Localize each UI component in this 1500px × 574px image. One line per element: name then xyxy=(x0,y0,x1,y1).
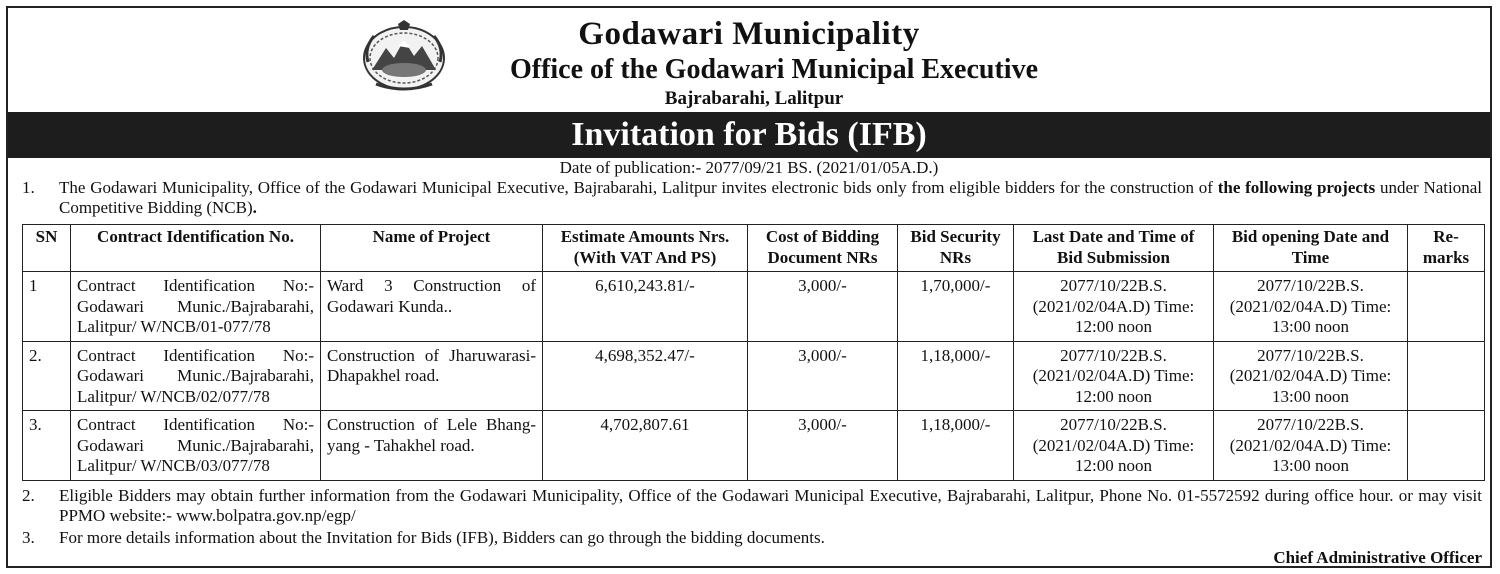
header-last-date: Last Date and Time of Bid Submission xyxy=(1014,225,1214,272)
bold-phrase: the following projects xyxy=(1217,178,1376,197)
cell-security: 1,18,000/- xyxy=(898,341,1014,411)
cell-project: Ward 3 Construction of Godawari Kunda.. xyxy=(321,272,543,342)
cell-opening: 2077/10/22B.S. (2021/02/04A.D) Time: 13:00 noon xyxy=(1214,272,1408,342)
header-security: Bid Security NRs xyxy=(898,225,1014,272)
paragraph-3 xyxy=(22,528,1482,548)
ifb-notice xyxy=(6,6,1492,568)
paragraph-2 xyxy=(22,486,1482,525)
cell-contract: Contract Identification No:- Godawari Munic./Bajrabarahi, Lalitpur/ W/NCB/03/077/78 xyxy=(71,411,321,481)
cell-sn: 3. xyxy=(23,411,71,481)
cell-project: Construction of Lele Bhang-yang - Tahakhel road. xyxy=(321,411,543,481)
cell-sn: 1 xyxy=(23,272,71,342)
cell-estimate: 4,702,807.61 xyxy=(543,411,748,481)
cell-security: 1,18,000/- xyxy=(898,411,1014,481)
office-title: Office of the Godawari Municipal Executive xyxy=(509,54,1039,85)
cell-remarks xyxy=(1408,272,1485,342)
header-cost: Cost of Bidding Document NRs xyxy=(748,225,898,272)
cell-remarks xyxy=(1408,341,1485,411)
table-row xyxy=(23,411,1485,481)
paragraph-1 xyxy=(22,178,1482,217)
cell-opening: 2077/10/22B.S. (2021/02/04A.D) Time: 13:00 noon xyxy=(1214,341,1408,411)
paragraph-number: 2. xyxy=(22,486,35,505)
signatory-title: Chief Administrative Officer xyxy=(1273,548,1482,567)
publication-date: Date of publication:- 2077/09/21 BS. (2021/01/05A.D.) xyxy=(559,158,939,177)
cell-contract: Contract Identification No:- Godawari Munic./Bajrabarahi, Lalitpur/ W/NCB/01-077/78 xyxy=(71,272,321,342)
header-remarks: Re-marks xyxy=(1408,225,1485,272)
table-row xyxy=(23,272,1485,342)
notice-header xyxy=(8,8,1490,112)
cell-contract: Contract Identification No:- Godawari Munic./Bajrabarahi, Lalitpur/ W/NCB/02/077/78 xyxy=(71,341,321,411)
cell-last-date: 2077/10/22B.S. (2021/02/04A.D) Time: 12:00 noon xyxy=(1014,411,1214,481)
cell-sn: 2. xyxy=(23,341,71,411)
cell-estimate: 6,610,243.81/- xyxy=(543,272,748,342)
paragraph-text: Eligible Bidders may obtain further information from the Godawari Municipality, Office of the Godawari Municipal Executive, Bajrabarahi, Lalitpur, Phone No. 01-5572592 during office hour. or may visit PPMO website:- www.bolpatra.gov.np/egp/ xyxy=(59,486,1482,525)
bids-table xyxy=(22,224,1485,481)
table-row xyxy=(23,341,1485,411)
header-project: Name of Project xyxy=(321,225,543,272)
paragraph-text: For more details information about the Invitation for Bids (IFB), Bidders can go through the bidding documents. xyxy=(59,528,825,547)
municipality-title: Godawari Municipality xyxy=(578,16,920,52)
header-estimate: Estimate Amounts Nrs. (With VAT And PS) xyxy=(543,225,748,272)
cell-last-date: 2077/10/22B.S. (2021/02/04A.D) Time: 12:00 noon xyxy=(1014,272,1214,342)
paragraph-number: 1. xyxy=(22,178,35,197)
paragraph-text: The Godawari Municipality, Office of the Godawari Municipal Executive, Bajrabarahi, Lalitpur invites electronic bids only from eligible bidders for the construction of the following projects under National Competitive Bidding (NCB). xyxy=(59,178,1482,217)
cell-cost: 3,000/- xyxy=(748,411,898,481)
header-sn: SN xyxy=(23,225,71,272)
cell-project: Construction of Jharuwarasi-Dhapakhel road. xyxy=(321,341,543,411)
cell-last-date: 2077/10/22B.S. (2021/02/04A.D) Time: 12:00 noon xyxy=(1014,341,1214,411)
header-opening: Bid opening Date and Time xyxy=(1214,225,1408,272)
table-header-row xyxy=(23,225,1485,272)
header-contract: Contract Identification No. xyxy=(71,225,321,272)
office-address: Bajrabarahi, Lalitpur xyxy=(664,88,844,109)
cell-remarks xyxy=(1408,411,1485,481)
cell-cost: 3,000/- xyxy=(748,341,898,411)
cell-cost: 3,000/- xyxy=(748,272,898,342)
ifb-banner: Invitation for Bids (IFB) xyxy=(8,112,1490,158)
paragraph-number: 3. xyxy=(22,528,35,547)
cell-estimate: 4,698,352.47/- xyxy=(543,341,748,411)
cell-opening: 2077/10/22B.S. (2021/02/04A.D) Time: 13:00 noon xyxy=(1214,411,1408,481)
cell-security: 1,70,000/- xyxy=(898,272,1014,342)
